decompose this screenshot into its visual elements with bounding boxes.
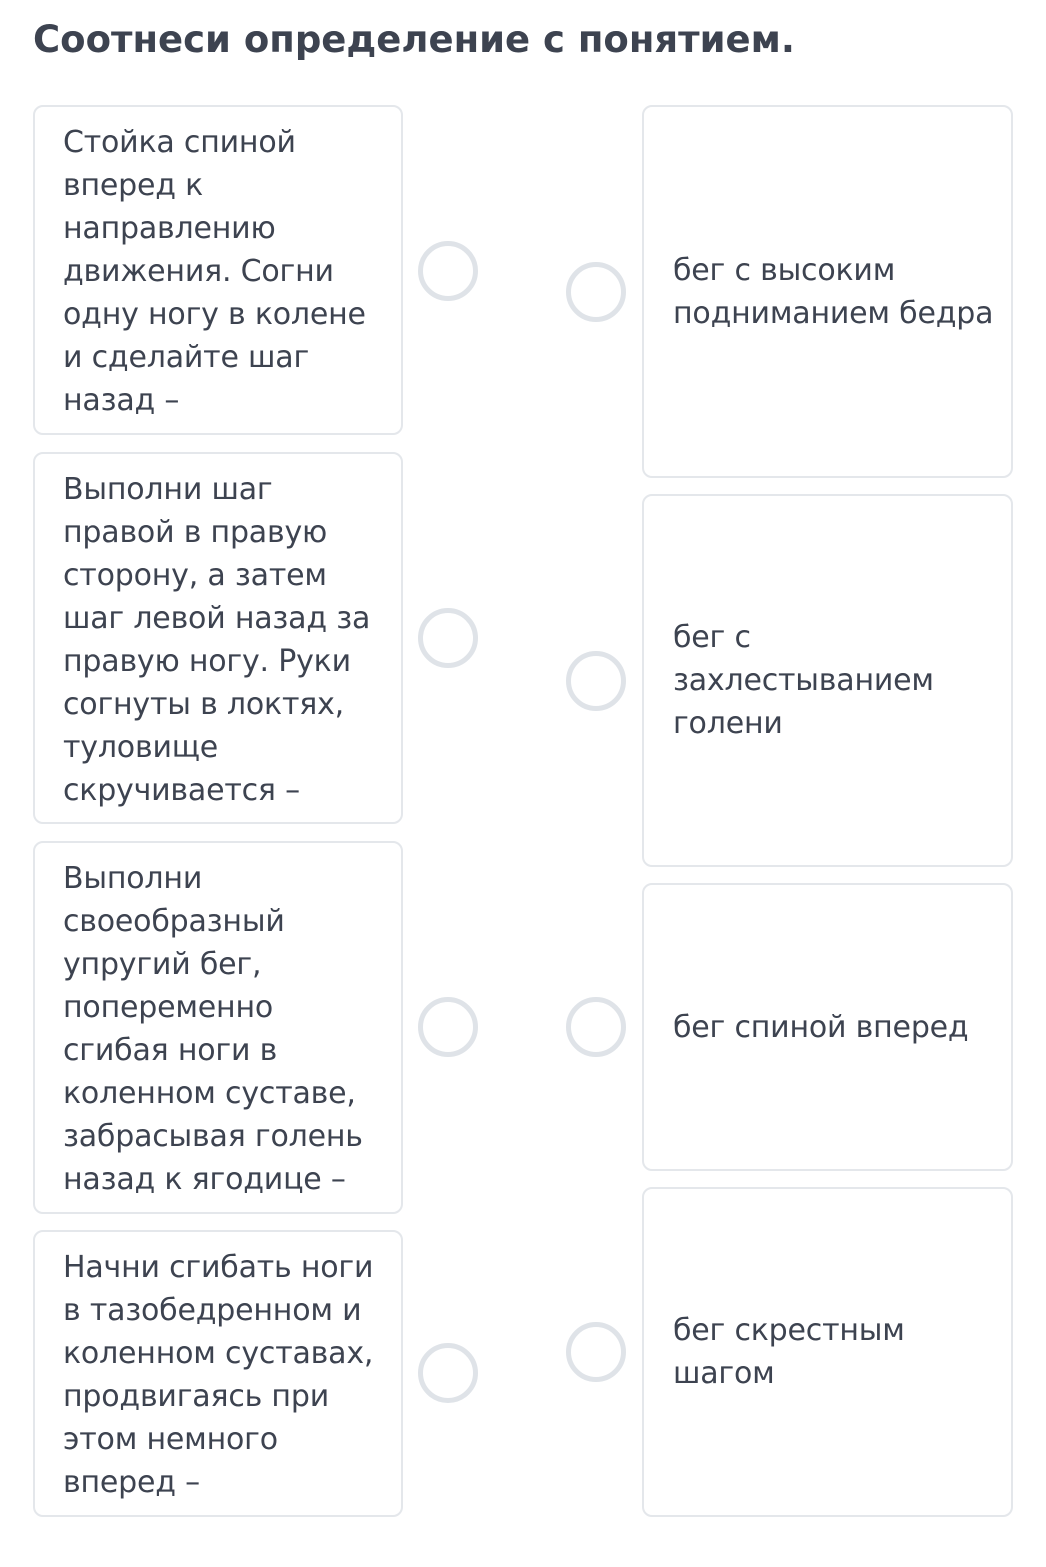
definition-card-3 [33,841,403,1214]
term-connector-dot-1[interactable] [566,262,626,322]
definition-connector-dot-3[interactable] [418,997,478,1057]
question-title: Соотнеси определение с понятием. [33,18,795,61]
term-text: бег с захлестыванием голени [673,620,934,741]
definition-connector-dot-2[interactable] [418,608,478,668]
term-text: бег скрестным шагом [673,1313,905,1391]
definition-card-2 [33,452,403,824]
term-text: бег спиной вперед [673,1009,969,1045]
definition-connector-dot-4[interactable] [418,1343,478,1403]
term-connector-dot-2[interactable] [566,651,626,711]
definition-connector-dot-1[interactable] [418,241,478,301]
term-connector-dot-3[interactable] [566,997,626,1057]
definition-text: Стойка спиной вперед к направлению движения. Согни одну ногу в колене и сделайте шаг назад – [63,125,366,418]
term-connector-dot-4[interactable] [566,1322,626,1382]
term-card-2 [642,494,1013,867]
term-card-1 [642,105,1013,478]
definition-text: Начни сгибать ноги в тазобедренном и коленном суставах, продвигаясь при этом немного вперед – [63,1250,374,1500]
definition-card-4 [33,1230,403,1517]
definition-card-1 [33,105,403,435]
definition-text: Выполни своеобразный упругий бег, попеременно сгибая ноги в коленном суставе, забрасывая голень назад к ягодице – [63,861,363,1197]
definition-text: Выполни шаг правой в правую сторону, а затем шаг левой назад за правую ногу. Руки согнуты в локтях, туловище скручивается – [63,472,371,808]
term-card-4 [642,1187,1013,1517]
term-card-3 [642,883,1013,1171]
term-text: бег с высоким подниманием бедра [673,252,994,331]
